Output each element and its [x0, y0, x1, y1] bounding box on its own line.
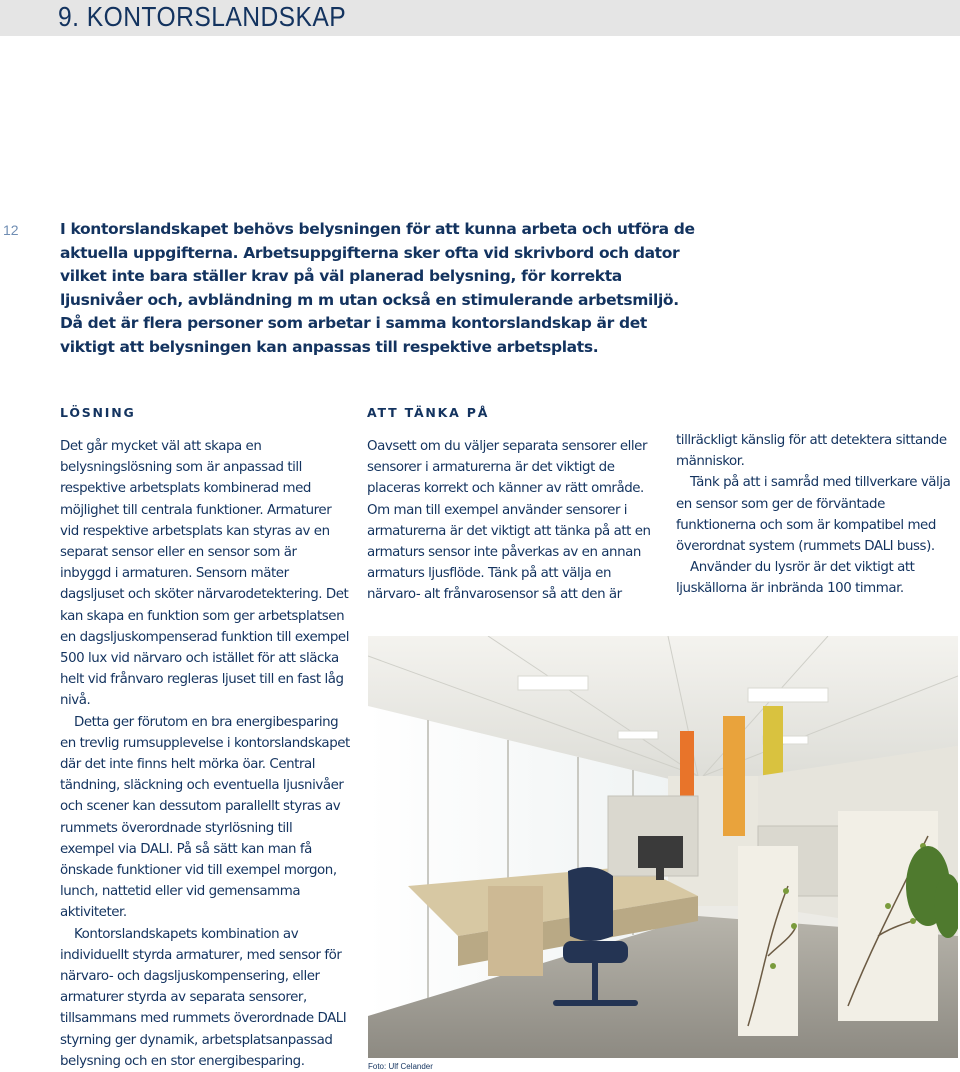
att-tanka-pa-paragraph-3: Tänk på att i samråd med tillverkare välja en sensor som ger de förväntade funktionerna och som är kompatibel med överordnat system (rummets DALI buss). — [676, 475, 951, 555]
header-bar — [0, 0, 960, 36]
photo-caption: Foto: Ulf Celander — [368, 1062, 433, 1071]
att-tanka-pa-paragraph-2: tillräckligt känslig för att detektera sittande människor. — [676, 433, 947, 470]
losning-paragraph-1: Det går mycket väl att skapa en belysningslösning som är anpassad till respektive arbetsplats kombinerad med möjlighet till centrala funktioner. Armaturer vid respektive arbetsplats kan styras av en separat sensor eller en sensor som är inbyggd i armaturen. Sensorn mäter dagsljuset och sköter närvarodetektering. Det kan skapa en funktion som ger arbetsplatsen en dagsljuskompenserad funktion till exempel 500 lux vid närvaro och istället för att släcka helt vid frånvaro regleras ljuset till en fast låg nivå. — [60, 439, 349, 709]
att-tanka-pa-heading: ATT TÄNKA PÅ — [367, 405, 490, 420]
losning-paragraph-3: Kontorslandskapets kombination av individuellt styrda armaturer, med sensor för närvaro- och dagsljuskompensering, eller armaturer styrda av separata sensorer, tillsammans med rummets överordnade DALI styrning ger dynamik, arbetsplatsanpassad belysning och en stor energibesparing. — [60, 926, 347, 1069]
losning-column — [60, 404, 350, 1072]
office-landscape-photo — [368, 636, 958, 1058]
losning-paragraph-2: Detta ger förutom en bra energibesparing en trevlig rumsupplevelse i kontorslandskapet där det inte finns helt mörka öar. Central tändning, släckning och eventuella ljusnivåer och scener kan dessutom parallellt styras av rummets överordnade styrlösning till exempel via DALI. På så sätt kan man få önskade funktioner vid till exempel morgon, lunch, nattetid eller vid gemensamma aktiviteter. — [60, 714, 350, 921]
losning-heading: LÖSNING — [60, 405, 136, 420]
intro-paragraph: I kontorslandskapet behövs belysningen för att kunna arbeta och utföra de aktuella uppgifterna. Arbetsuppgifterna sker ofta vid skrivbord och dator vilket inte bara ställer krav på väl planerad belysning, för korrekta ljusnivåer och, avbländning m m utan också en stimulerande arbetsmiljö. Då det är flera personer som arbetar i samma kontorslandskap är det viktigt att belysningen kan anpassas till respektive arbetsplats. — [60, 220, 695, 356]
att-tanka-pa-paragraph-4: Använder du lysrör är det viktigt att ljuskällorna är inbrända 100 timmar. — [676, 560, 915, 597]
page-title: 9. KONTORSLANDSKAP — [58, 1, 347, 32]
att-tanka-pa-paragraph-1: Oavsett om du väljer separata sensorer eller sensorer i armaturerna är det viktigt de placeras korrekt och känner av rätt område. Om man till exempel använder sensorer i armaturerna är det viktigt att tänka på att en armaturs sensor inte påverkas av en annan armaturs ljusflöde. Tänk på att välja en närvaro- alt frånvarosensor så att den är — [367, 439, 651, 603]
att-tanka-pa-column — [367, 404, 657, 606]
page-number: 12 — [3, 222, 19, 238]
att-tanka-pa-continued — [676, 430, 958, 600]
